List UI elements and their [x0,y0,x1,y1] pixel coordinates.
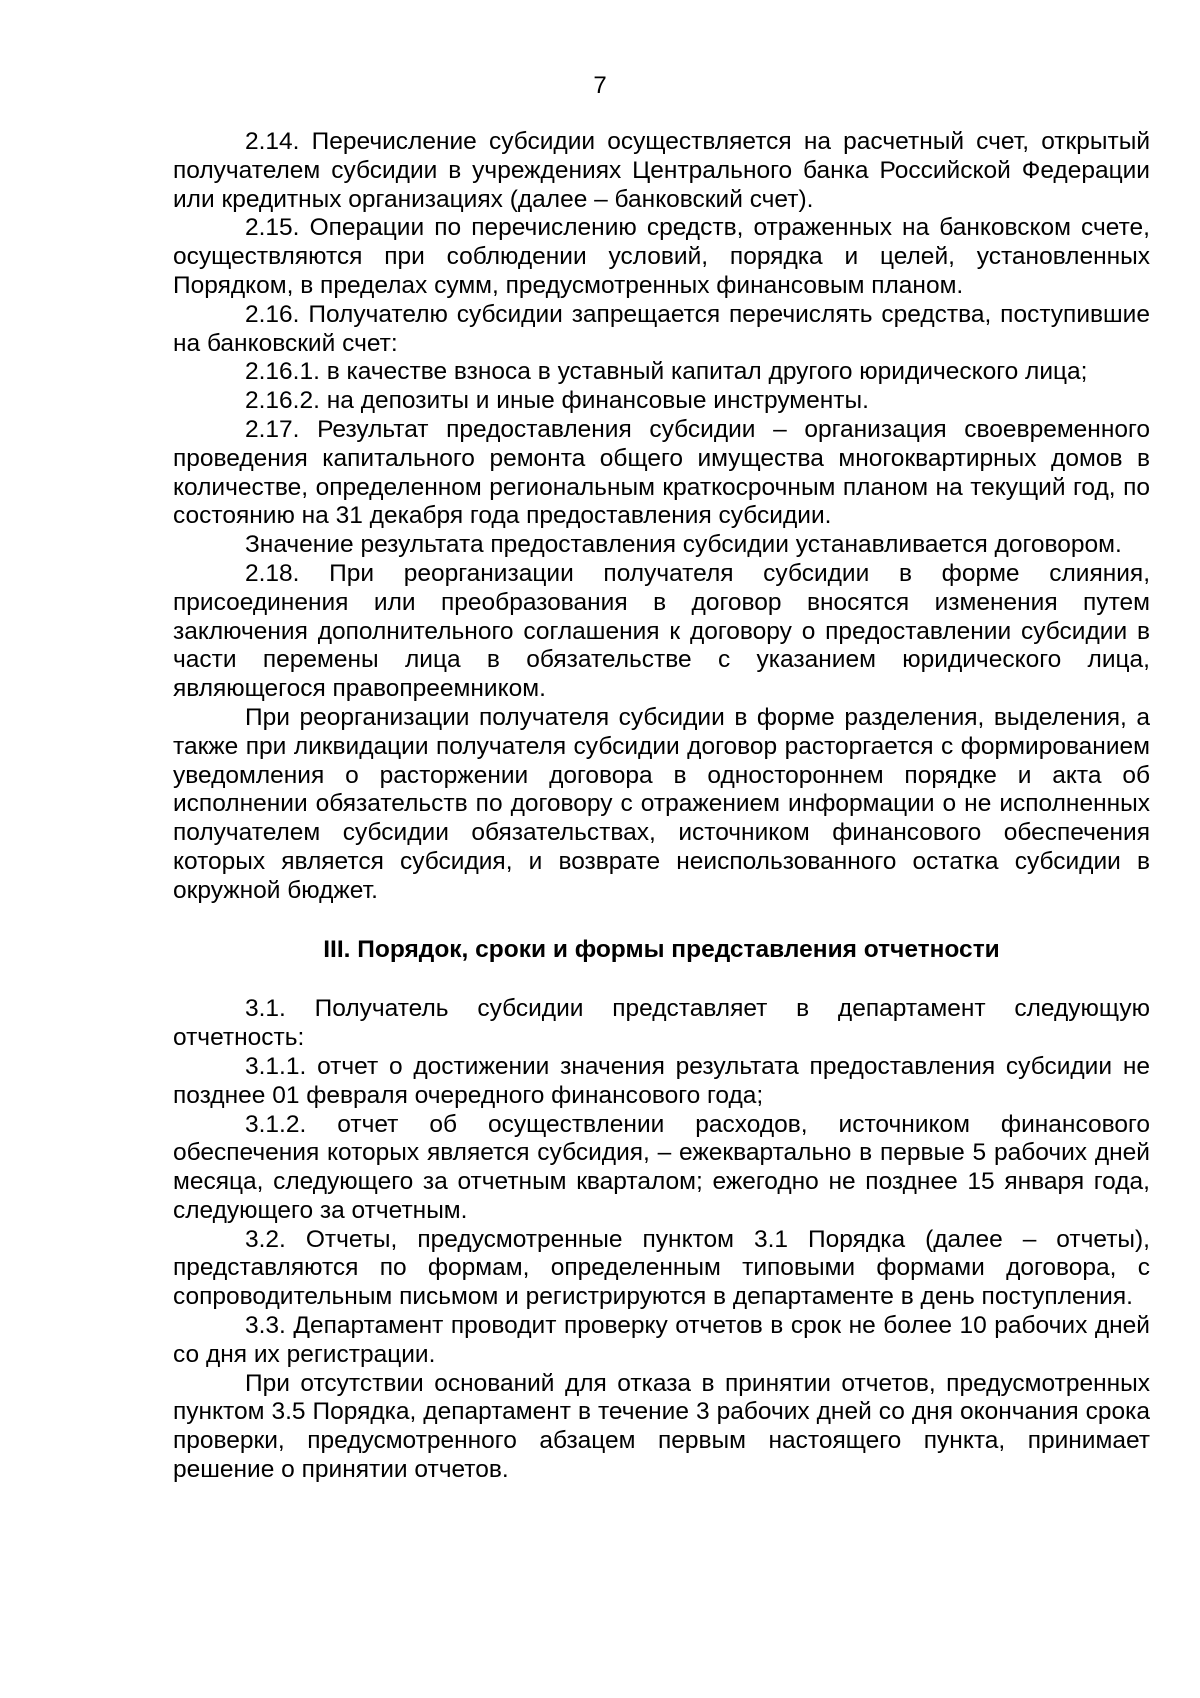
paragraph-3-2: 3.2. Отчеты, предусмотренные пунктом 3.1 Порядка (далее – отчеты), представляются по формам, определенным типовыми формами договора, с сопроводительным письмом и регистрируются в департаменте в день поступления. [173,1225,1150,1311]
paragraph-3-3-acceptance: При отсутствии оснований для отказа в принятии отчетов, предусмотренных пунктом 3.5 Порядка, департамент в течение 3 рабочих дней со дня окончания срока проверки, предусмотренного абзацем первым настоящего пункта, принимает решение о принятии отчетов. [173,1369,1150,1484]
document-body [173,128,1150,1485]
paragraph-3-3: 3.3. Департамент проводит проверку отчетов в срок не более 10 рабочих дней со дня их регистрации. [173,1312,1150,1368]
paragraph-3-1-1: 3.1.1. отчет о достижении значения результата предоставления субсидии не позднее 01 февраля очередного финансового года; [173,1052,1150,1109]
page-number: 7 [593,72,607,99]
paragraph-2-18-division: При реорганизации получателя субсидии в форме разделения, выделения, а также при ликвидации получателя субсидии договор расторгается с формированием уведомления о расторжении договора в одностороннем порядке и акта об исполнении обязательств по договору с отражением информации о не исполненных получателем субсидии обязательствах, источником финансового обеспечения которых является субсидия, и возврате неиспользованного остатка субсидии в окружной бюджет. [173,703,1150,904]
section-heading: III. Порядок, сроки и формы представления отчетности [323,935,1000,963]
paragraph-2-15: 2.15. Операции по перечислению средств, отраженных на банковском счете, осуществляются при соблюдении условий, порядка и целей, установленных Порядком, в пределах сумм, предусмотренных финансовым планом. [173,214,1150,299]
paragraph-3-1-2: 3.1.2. отчет об осуществлении расходов, источником финансового обеспечения которых является субсидия, – ежеквартально в первые 5 рабочих дней месяца, следующего за отчетным кварталом; ежегодно не позднее 15 января года, следующего за отчетным. [173,1110,1150,1224]
paragraph-2-16: 2.16. Получателю субсидии запрещается перечислять средства, поступившие на банковский счет: [173,300,1150,357]
paragraph-2-14: 2.14. Перечисление субсидии осуществляется на расчетный счет, открытый получателем субсидии в учреждениях Центрального банка Российской Федерации или кредитных организациях (далее – банковский счет). [173,128,1150,213]
paragraph-2-16-1: 2.16.1. в качестве взноса в уставный капитал другого юридического лица; [245,358,1088,386]
paragraph-2-17: 2.17. Результат предоставления субсидии – организация своевременного проведения капитального ремонта общего имущества многоквартирных домов в количестве, определенном региональным краткосрочным планом на текущий год, по состоянию на 31 декабря года предоставления субсидии. [173,415,1150,530]
paragraph-2-17-value: Значение результата предоставления субсидии устанавливается договором. [245,531,1122,559]
paragraph-2-16-2: 2.16.2. на депозиты и иные финансовые инструменты. [245,387,869,415]
paragraph-2-18: 2.18. При реорганизации получателя субсидии в форме слияния, присоединения или преобразования в договор вносятся изменения путем заключения дополнительного соглашения к договору о предоставлении субсидии в части перемены лица в обязательстве с указанием юридического лица, являющегося правопреемником. [173,559,1150,703]
paragraph-3-1: 3.1. Получатель субсидии представляет в департамент следующую отчетность: [173,995,1150,1052]
